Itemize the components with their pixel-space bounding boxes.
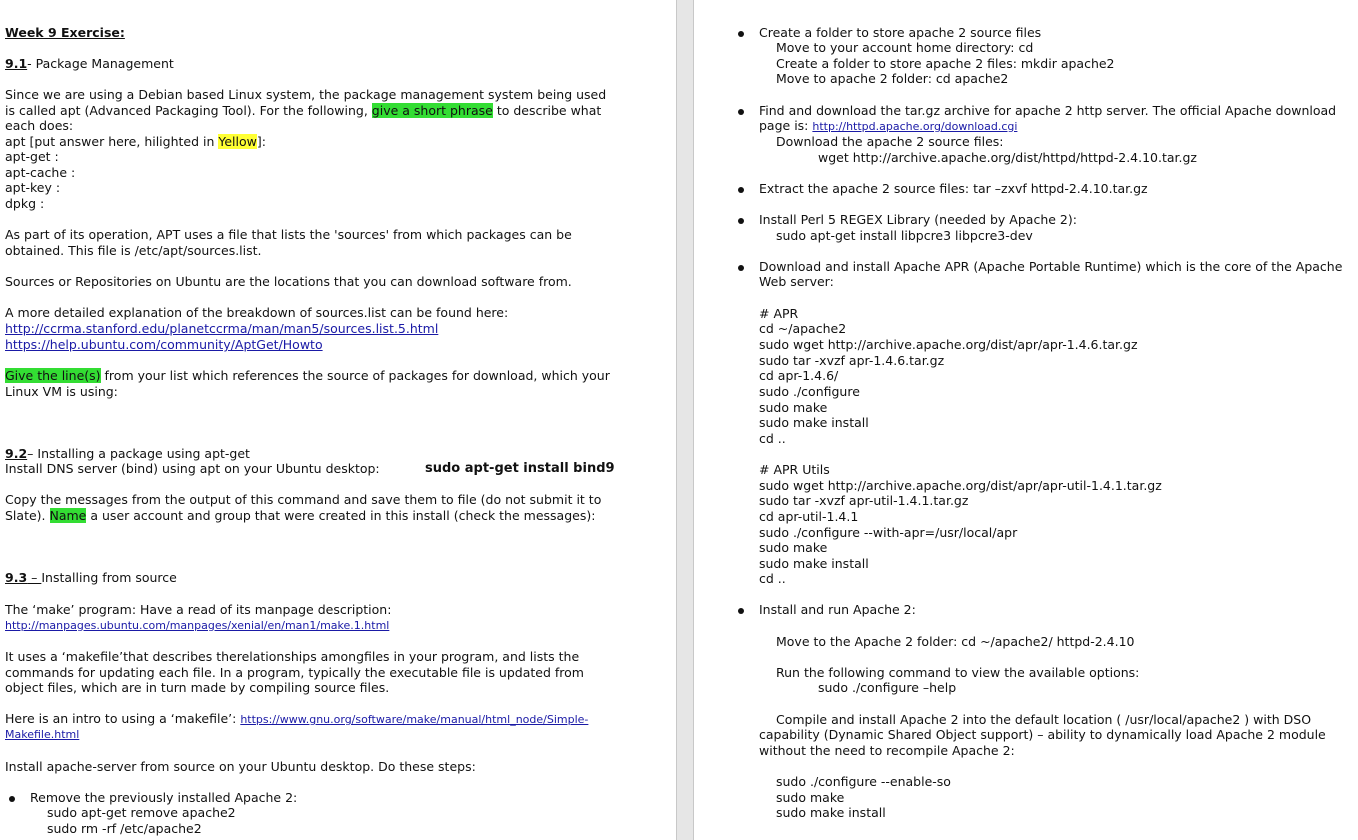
step-line: Compile and install Apache 2 into the default location ( /usr/local/apache2 ) with DSO [776, 712, 1312, 727]
paragraph-line: Install apache-server from source on your Ubuntu desktop. Do these steps: [5, 759, 476, 774]
highlight-green: Name [49, 508, 87, 523]
paragraph-line: It uses a ‘makefile’that describes therelationships amongfiles in your program, and lists the [5, 649, 580, 664]
step-line: Create a folder to store apache 2 files: mkdir apache2 [776, 56, 1115, 71]
code-line: sudo wget http://archive.apache.org/dist/apr/apr-util-1.4.1.tar.gz [759, 478, 1162, 493]
code-line: wget http://archive.apache.org/dist/httpd/httpd-2.4.10.tar.gz [818, 150, 1197, 165]
code-line: # APR Utils [759, 462, 830, 477]
apt-key-item: apt-key : [5, 180, 61, 195]
code-line: sudo tar -xvzf apr-1.4.6.tar.gz [759, 353, 945, 368]
paragraph-line: is called apt (Advanced Packaging Tool). For the following, give a short phrase to describe what [5, 103, 602, 118]
code-line: sudo make install [759, 556, 869, 571]
step-line: Move to your account home directory: cd [776, 40, 1034, 55]
paragraph-line: Linux VM is using: [5, 384, 118, 399]
paragraph-line: Sources or Repositories on Ubuntu are the locations that you can download software from. [5, 274, 572, 289]
code-line: sudo make [759, 400, 828, 415]
paragraph-line: Here is an intro to using a ‘makefile’: https://www.gnu.org/software/make/manual/html_node/Simple- [5, 711, 589, 726]
right-page [694, 0, 1358, 840]
code-line: cd ~/apache2 [759, 321, 847, 336]
step-line: Download the apache 2 source files: [776, 134, 1004, 149]
paragraph-line: object files, which are in turn made by compiling source files. [5, 680, 390, 695]
code-line: sudo tar -xvzf apr-util-1.4.1.tar.gz [759, 493, 969, 508]
apt-cache-item: apt-cache : [5, 165, 76, 180]
dpkg-item: dpkg : [5, 196, 45, 211]
code-line: sudo ./configure –help [818, 680, 957, 695]
step-line: page is: http://httpd.apache.org/download.cgi [759, 118, 1018, 133]
paragraph-line: As part of its operation, APT uses a file that lists the 'sources' from which packages can be [5, 227, 572, 242]
paragraph-line: Copy the messages from the output of this command and save them to file (do not submit it to [5, 492, 602, 507]
bullet-icon [738, 608, 744, 614]
apt-howto-link[interactable]: https://help.ubuntu.com/community/AptGet/Howto [5, 337, 323, 352]
paragraph-line: Slate). Name a user account and group that were created in this install (check the messages): [5, 508, 596, 523]
page-gutter [676, 0, 694, 840]
paragraph-line: obtained. This file is /etc/apt/sources.list. [5, 243, 262, 258]
apt-get-item: apt-get : [5, 149, 59, 164]
bullet-icon [9, 796, 15, 802]
step-download: Find and download the tar.gz archive for apache 2 http server. The official Apache download [759, 103, 1337, 118]
step-apr: Download and install Apache APR (Apache Portable Runtime) which is the core of the Apache [759, 259, 1343, 274]
step-line: Move to apache 2 folder: cd apache2 [776, 71, 1009, 86]
step-line: Move to the Apache 2 folder: cd ~/apache2/ httpd-2.4.10 [776, 634, 1135, 649]
code-line: sudo apt-get install libpcre3 libpcre3-dev [776, 228, 1033, 243]
bullet-icon [738, 218, 744, 224]
code-line: sudo make [776, 790, 845, 805]
paragraph-line: each does: [5, 118, 74, 133]
left-page [0, 0, 676, 840]
bullet-icon [738, 31, 744, 37]
makefile-intro-link[interactable]: https://www.gnu.org/software/make/manual/html_node/Simple- [240, 713, 589, 726]
make-manpage-link[interactable]: http://manpages.ubuntu.com/manpages/xenial/en/man1/make.1.html [5, 619, 390, 632]
step-line: Run the following command to view the available options: [776, 665, 1140, 680]
code-line: sudo wget http://archive.apache.org/dist/apr/apr-1.4.6.tar.gz [759, 337, 1138, 352]
bind9-command: sudo apt-get install bind9 [425, 461, 615, 476]
bullet-icon [738, 187, 744, 193]
paragraph-line: Install DNS server (bind) using apt on your Ubuntu desktop: [5, 461, 380, 476]
makefile-intro-link-cont[interactable]: Makefile.html [5, 728, 80, 741]
sources-list-link[interactable]: http://ccrma.stanford.edu/planetccrma/man/man5/sources.list.5.html [5, 321, 439, 336]
code-line: cd .. [759, 571, 786, 586]
step-install-run: Install and run Apache 2: [759, 602, 916, 617]
code-line: sudo ./configure --enable-so [776, 774, 951, 789]
paragraph-line: A more detailed explanation of the breakdown of sources.list can be found here: [5, 305, 509, 320]
code-line: sudo ./configure [759, 384, 860, 399]
step-line: Web server: [759, 274, 834, 289]
apache-download-link[interactable]: http://httpd.apache.org/download.cgi [812, 120, 1018, 133]
code-line: sudo make install [759, 415, 869, 430]
section-9-2-heading: 9.2– Installing a package using apt-get [5, 446, 250, 461]
code-line: sudo rm -rf /etc/apache2 [47, 821, 202, 836]
code-line: cd apr-1.4.6/ [759, 368, 839, 383]
bullet-icon [738, 265, 744, 271]
section-9-3-heading: 9.3 – Installing from source [5, 570, 177, 585]
paragraph-line: apt [put answer here, hilighted in Yellow]: [5, 134, 266, 149]
code-line: cd apr-util-1.4.1 [759, 509, 859, 524]
code-line: sudo make install [776, 805, 886, 820]
code-line: cd .. [759, 431, 786, 446]
highlight-yellow: Yellow [218, 134, 257, 149]
step-create-folder: Create a folder to store apache 2 source files [759, 25, 1042, 40]
code-line: # APR [759, 306, 799, 321]
code-line: sudo make [759, 540, 828, 555]
paragraph-line: commands for updating each file. In a program, typically the executable file is updated from [5, 665, 584, 680]
code-line: sudo ./configure --with-apr=/usr/local/apr [759, 525, 1018, 540]
step-perl-regex: Install Perl 5 REGEX Library (needed by Apache 2): [759, 212, 1077, 227]
paragraph-line: Give the line(s) from your list which references the source of packages for download, which your [5, 368, 610, 383]
bullet-icon [738, 109, 744, 115]
section-9-1-heading: 9.1- Package Management [5, 56, 174, 71]
paragraph-line: Since we are using a Debian based Linux system, the package management system being used [5, 87, 607, 102]
highlight-green: Give the line(s) [5, 368, 101, 383]
code-line: sudo apt-get remove apache2 [47, 805, 236, 820]
highlight-green: give a short phrase [371, 103, 493, 118]
step-line: capability (Dynamic Shared Object support) – ability to dynamically load Apache 2 module [759, 727, 1326, 742]
step-remove-apache: Remove the previously installed Apache 2: [30, 790, 298, 805]
paragraph-line: The ‘make’ program: Have a read of its manpage description: [5, 602, 392, 617]
step-line: without the need to recompile Apache 2: [759, 743, 1015, 758]
doc-title: Week 9 Exercise: [5, 25, 125, 40]
step-extract: Extract the apache 2 source files: tar –zxvf httpd-2.4.10.tar.gz [759, 181, 1148, 196]
